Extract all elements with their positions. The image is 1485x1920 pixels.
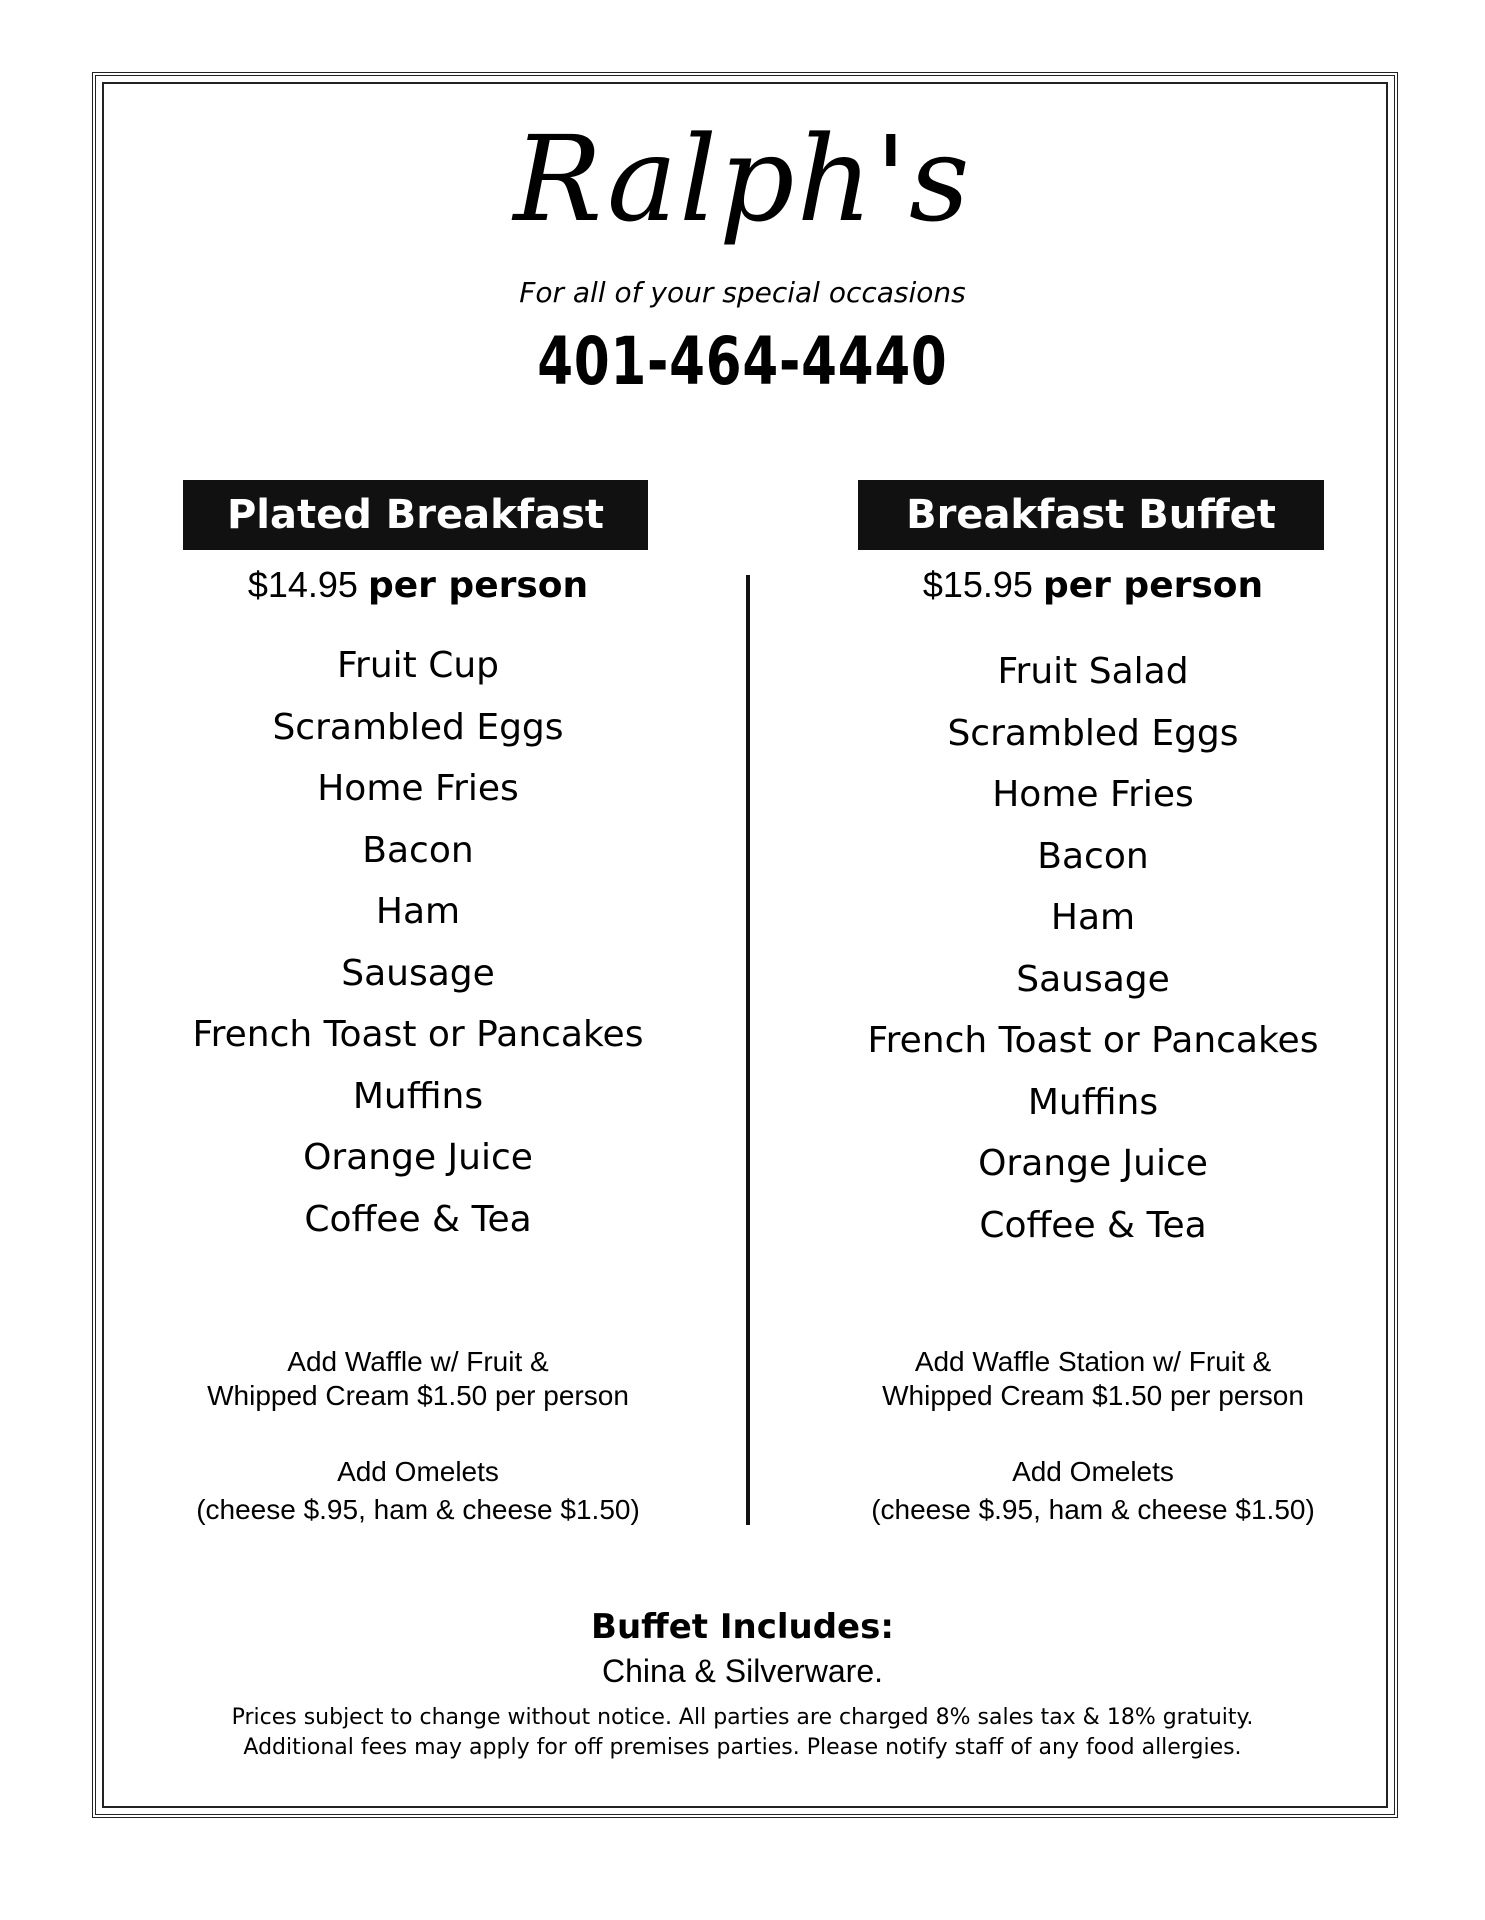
plated-price-amount: $14.95 [247, 564, 358, 605]
menu-item: Muffins [352, 1075, 484, 1117]
plated-price [118, 560, 718, 611]
buffet-omelets-addon [793, 1455, 1393, 1527]
plated-price-unit: per person [367, 565, 589, 606]
buffet-menu-list [793, 641, 1393, 1256]
menu-item: Fruit Salad [997, 651, 1189, 692]
menu-item: Fruit Cup [336, 645, 500, 686]
addon-line: (cheese $.95, ham & cheese $1.50) [871, 1494, 1315, 1525]
fine-print-line: Additional fees may apply for off premises parties. Please notify staff of any food allergies. [243, 1735, 1242, 1760]
menu-item: Ham [1050, 897, 1136, 938]
menu-item: Scrambled Eggs [947, 712, 1239, 754]
menu-item: Bacon [362, 829, 474, 871]
column-divider [746, 575, 750, 1525]
menu-item: Home Fries [317, 768, 519, 809]
menu-item: Coffee & Tea [304, 1198, 532, 1240]
addon-line: Add Omelets [1012, 1456, 1174, 1487]
menu-item: Orange Juice [303, 1137, 533, 1178]
menu-item: Scrambled Eggs [272, 706, 564, 748]
menu-item: Sausage [341, 952, 495, 994]
buffet-includes-text: China & Silverware. [602, 1653, 883, 1689]
addon-line: Add Waffle w/ Fruit & [287, 1346, 549, 1377]
tagline: For all of your special occasions [519, 276, 966, 309]
plated-waffle-addon [118, 1345, 718, 1413]
buffet-price-unit: per person [1042, 565, 1264, 606]
buffet-price-amount: $15.95 [922, 564, 1033, 605]
menu-item: Bacon [1037, 835, 1149, 877]
plated-omelets-addon [118, 1455, 718, 1527]
phone-number: 401-464-4440 [537, 323, 948, 400]
buffet-price [793, 560, 1393, 611]
restaurant-logo: Ralph's [513, 110, 972, 248]
menu-item: Ham [375, 891, 461, 932]
menu-item: Orange Juice [978, 1143, 1208, 1184]
addon-line: Whipped Cream $1.50 per person [882, 1380, 1304, 1411]
menu-item: Muffins [1027, 1081, 1159, 1123]
addon-line: Add Waffle Station w/ Fruit & [914, 1346, 1272, 1377]
buffet-includes-heading: Buffet Includes: [591, 1607, 894, 1647]
addon-line: (cheese $.95, ham & cheese $1.50) [196, 1494, 640, 1525]
menu-item: French Toast or Pancakes [867, 1020, 1319, 1061]
menu-item: Sausage [1016, 958, 1170, 1000]
addon-line: Add Omelets [337, 1456, 499, 1487]
buffet-waffle-addon [793, 1345, 1393, 1413]
plated-menu-list [118, 635, 718, 1250]
plated-breakfast-title: Plated Breakfast [183, 480, 648, 550]
menu-item: French Toast or Pancakes [192, 1014, 644, 1055]
breakfast-buffet-title: Breakfast Buffet [858, 480, 1324, 550]
fine-print-line: Prices subject to change without notice. All parties are charged 8% sales tax & 18% gratuity. [231, 1705, 1254, 1730]
menu-item: Coffee & Tea [979, 1204, 1207, 1246]
menu-item: Home Fries [992, 774, 1194, 815]
addon-line: Whipped Cream $1.50 per person [207, 1380, 629, 1411]
